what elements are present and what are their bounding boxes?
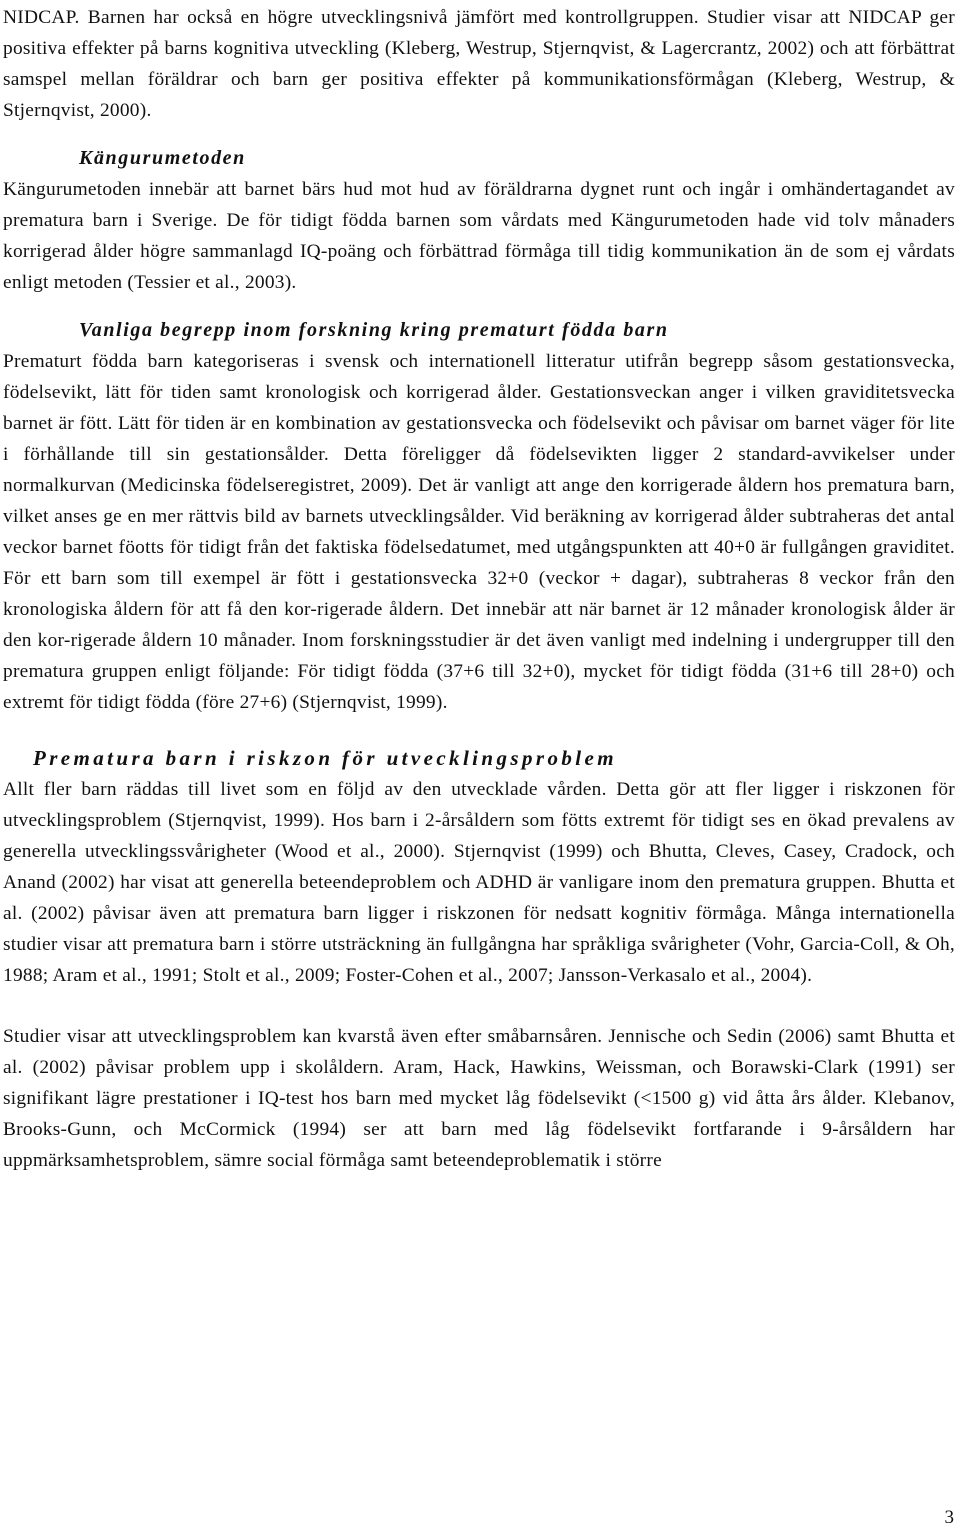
risk-paragraph-2: Studier visar att utvecklingsproblem kan kvarstå även efter småbarnsåren. Jennische och Sedin (2006) samt Bhutta et al. (2002) påvisar problem upp i skolåldern. Aram, Hack, Hawkins, Weissman, och Borawski-Clark (1991) ser signifikant lägre prestationer i IQ-test hos barn med mycket låg födelsevikt (<1500 g) vid åtta års ålder. Klebanov, Brooks-Gunn, och McCormick (1994) ser att barn med låg födelsevikt fortfarande i 9-årsåldern har uppmärksamhetsproblem, sämre social förmåga samt beteendeproblematik i större bbox=[3, 1026, 955, 1171]
concepts-paragraph: Prematurt födda barn kategoriseras i svensk och internationell litteratur utifrån begrepp såsom gestationsvecka, födelsevikt, lätt för tiden samt kronologisk och korrigerad ålder. Gestationsveckan anger i vilken graviditetsvecka barnet är fött. Lätt för tiden är en kombination av gestationsvecka och födelsevikt och påvisar om barnet väger för lite i förhållande till sin gestationsålder. Detta föreligger då födelsevikten ligger 2 standard-avvikelser under normalkurvan (Medicinska födelseregistret, 2009). Det är vanligt att ange den korrigerade åldern hos prematura barn, vilket anses ge en mer rättvis bild av barnets utvecklingsålder. Vid beräkning av korrigerad ålder subtraheras det antal veckor barnet föotts för tidigt från det faktiska födelsedatumet, med utgångspunkten att 40+0 är fullgången graviditet. För ett barn som till exempel är fött i gestationsvecka 32+0 (veckor + dagar), subtraheras 8 veckor från den kronologiska åldern för att få den kor-rigerade åldern. Det innebär att när barnet är 12 månader kronologisk ålder är den kor-rigerade åldern 10 månader. Inom forskningsstudier är det även vanligt med indelning i undergrupper till den prematura gruppen enligt följande: För tidigt födda (37+6 till 32+0), mycket för tidigt födda (31+6 till 28+0) och extremt för tidigt födda (före 27+6) (Stjernqvist, 1999). bbox=[3, 351, 955, 713]
section-heading-risk: Prematura barn i riskzon för utvecklingsproblem bbox=[33, 746, 617, 770]
document-page bbox=[3, 2, 955, 1176]
intro-paragraph: NIDCAP. Barnen har också en högre utvecklingsnivå jämfört med kontrollgruppen. Studier visar att NIDCAP ger positiva effekter på barns kognitiva utveckling (Kleberg, Westrup, Stjernqvist, & Lagercrantz, 2002) och att förbättrat samspel mellan föräldrar och barn ger positiva effekter på kommunikationsförmågan (Kleberg, Westrup, & Stjernqvist, 2000). bbox=[3, 7, 955, 121]
section-heading-concepts: Vanliga begrepp inom forskning kring prematurt födda barn bbox=[79, 319, 669, 341]
page-number: 3 bbox=[944, 1507, 954, 1528]
kangaroo-paragraph: Kängurumetoden innebär att barnet bärs hud mot hud av föräldrarna dygnet runt och ingår i omhändertagandet av prematura barn i Sverige. De för tidigt födda barnen som vårdats med Kängurumetoden hade vid tolv månaders korrigerad ålder högre sammanlagd IQ-poäng och förbättrad förmåga till tidig kommunikation än de som ej vårdats enligt metoden (Tessier et al., 2003). bbox=[3, 179, 955, 293]
section-heading-kangaroo: Kängurumetoden bbox=[79, 147, 246, 169]
risk-paragraph-1: Allt fler barn räddas till livet som en följd av den utvecklade vården. Detta gör att fler ligger i riskzonen för utvecklingsproblem (Stjernqvist, 1999). Hos barn i 2-årsåldern som fötts extremt för tidigt ses en ökad prevalens av generella utvecklingssvårigheter (Wood et al., 2000). Stjernqvist (1999) och Bhutta, Cleves, Casey, Cradock, och Anand (2002) har visat att generella beteendeproblem och ADHD är vanligare inom den prematura gruppen. Bhutta et al. (2002) påvisar även att prematura barn ligger i riskzonen för nedsatt kognitiv förmåga. Många internationella studier visar att prematura barn i större utsträckning än fullgångna har språkliga svårigheter (Vohr, Garcia-Coll, & Oh, 1988; Aram et al., 1991; Stolt et al., 2009; Foster-Cohen et al., 2007; Jansson-Verkasalo et al., 2004). bbox=[3, 779, 955, 986]
